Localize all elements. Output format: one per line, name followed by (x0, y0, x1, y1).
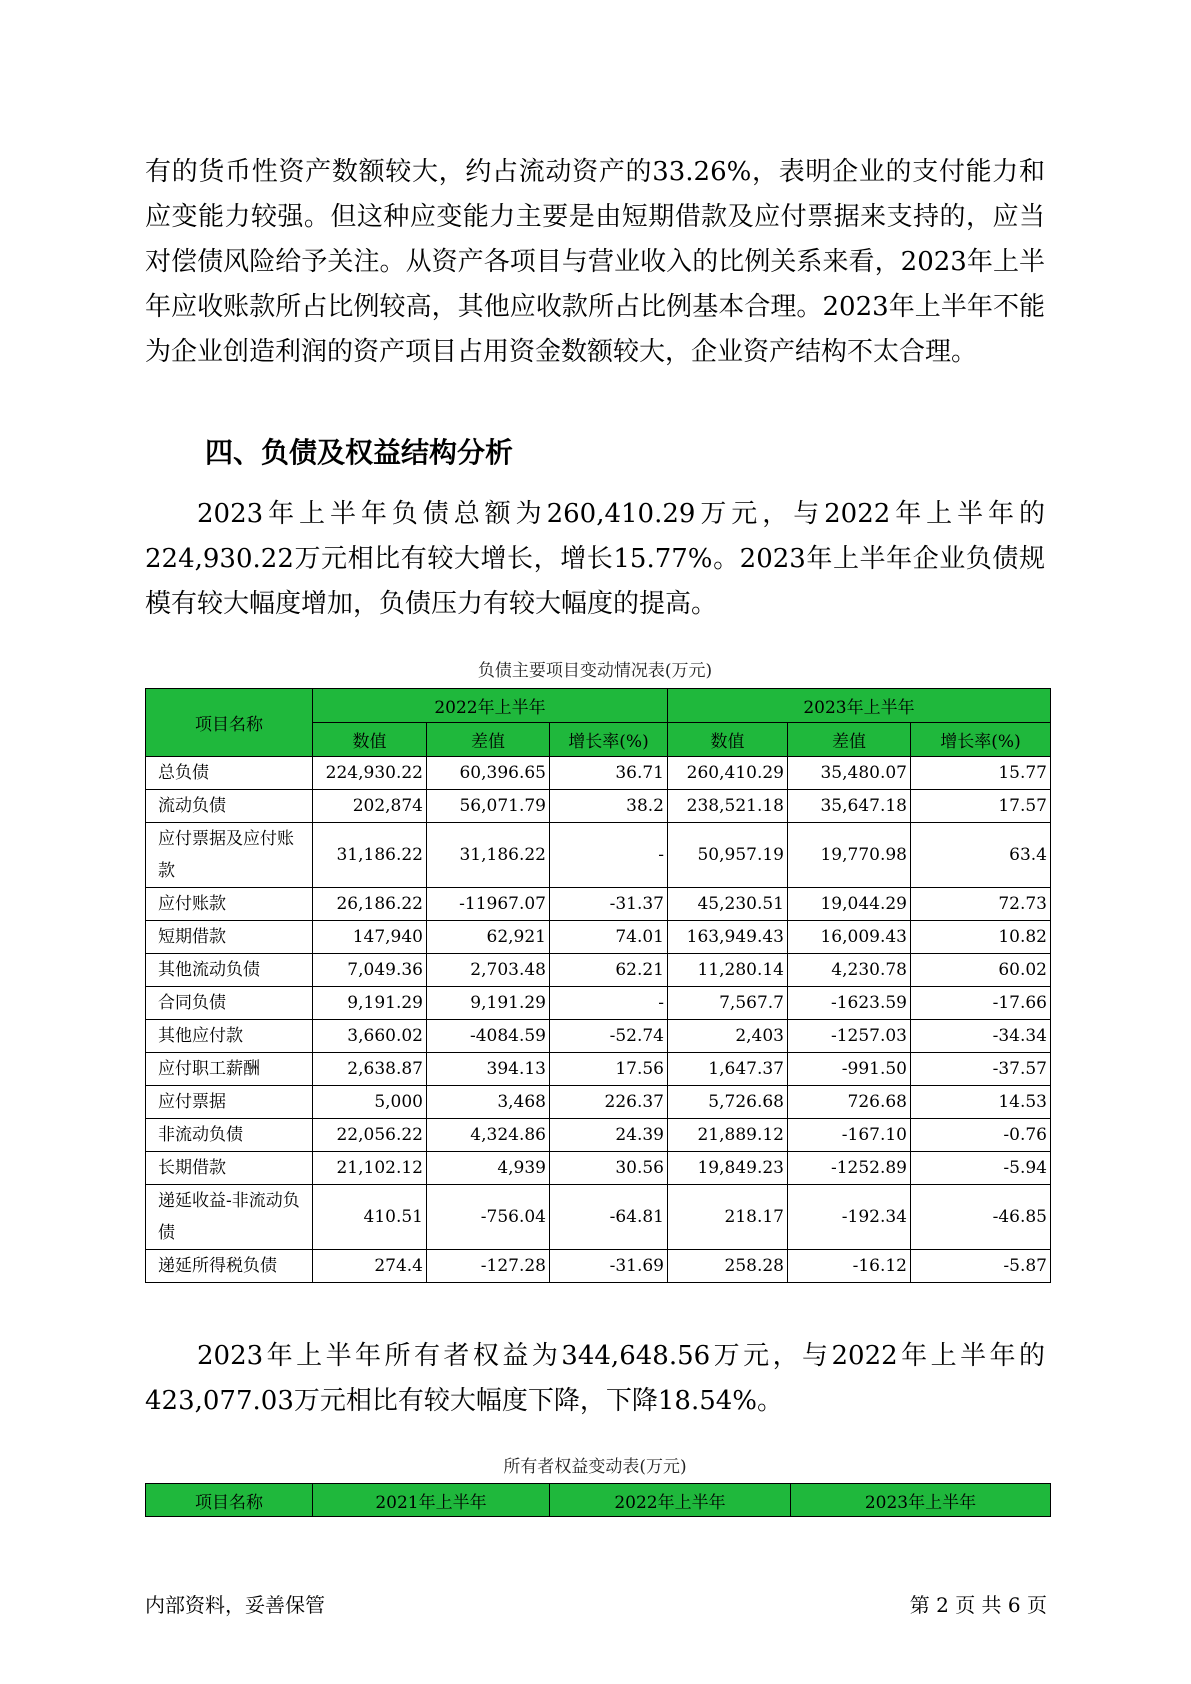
growth-2022-cell: -52.74 (550, 1020, 668, 1053)
value-2023-cell: 2,403 (668, 1020, 788, 1053)
row-name-cell: 长期借款 (146, 1152, 313, 1185)
growth-2023-cell: -46.85 (911, 1185, 1051, 1250)
value-2023-cell: 7,567.7 (668, 987, 788, 1020)
value-2022-cell: 147,940 (313, 921, 427, 954)
diff-2022-cell: 2,703.48 (427, 954, 550, 987)
value-2023-cell: 258.28 (668, 1250, 788, 1283)
growth-2022-cell: 62.21 (550, 954, 668, 987)
diff-2022-cell: 60,396.65 (427, 757, 550, 790)
table-row (146, 790, 1051, 823)
value-2023-cell: 45,230.51 (668, 888, 788, 921)
growth-2023-cell: -17.66 (911, 987, 1051, 1020)
growth-2022-cell: 38.2 (550, 790, 668, 823)
equity-table (145, 1483, 1051, 1517)
value-2022-cell: 410.51 (313, 1185, 427, 1250)
row-name-cell: 非流动负债 (146, 1119, 313, 1152)
analysis-paragraph-1: 有的货币性资产数额较大，约占流动资产的33.26%，表明企业的支付能力和应变能力较强。但这种应变能力主要是由短期借款及应付票据来支持的，应当对偿债风险给予关注。从资产各项目与营业收入的比例关系来看，2023年上半年应收账款所占比例较高，其他应收款所占比例基本合理。2023年上半年不能为企业创造利润的资产项目占用资金数额较大，企业资产结构不太合理。 (145, 157, 1045, 367)
table-row (146, 1086, 1051, 1119)
table-row (146, 1250, 1051, 1283)
diff-2023-cell: 16,009.43 (788, 921, 911, 954)
growth-2022-cell: 30.56 (550, 1152, 668, 1185)
diff-2022-cell: -4084.59 (427, 1020, 550, 1053)
value-2022-cell: 21,102.12 (313, 1152, 427, 1185)
value-2022-cell: 22,056.22 (313, 1119, 427, 1152)
growth-2023-cell: -5.87 (911, 1250, 1051, 1283)
growth-2022-cell: 36.71 (550, 757, 668, 790)
equity-header-2022: 2022年上半年 (550, 1484, 791, 1517)
diff-2023-cell: -1257.03 (788, 1020, 911, 1053)
diff-2023-cell: 35,480.07 (788, 757, 911, 790)
sub-header-diff: 差值 (788, 723, 911, 757)
growth-2023-cell: 15.77 (911, 757, 1051, 790)
value-2022-cell: 9,191.29 (313, 987, 427, 1020)
diff-2022-cell: 3,468 (427, 1086, 550, 1119)
table-row (146, 1119, 1051, 1152)
growth-2022-cell: -64.81 (550, 1185, 668, 1250)
value-2022-cell: 274.4 (313, 1250, 427, 1283)
value-2023-cell: 21,889.12 (668, 1119, 788, 1152)
growth-2022-cell: - (550, 823, 668, 888)
analysis-paragraph-2: 2023年上半年负债总额为260,410.29万元，与2022年上半年的224,930.22万元相比有较大增长，增长15.77%。2023年上半年企业负债规模有较大幅度增加，负债压力有较大幅度的提高。 (145, 499, 1045, 619)
diff-2022-cell: -11967.07 (427, 888, 550, 921)
equity-header-2021: 2021年上半年 (313, 1484, 550, 1517)
diff-2023-cell: -16.12 (788, 1250, 911, 1283)
item-name-header: 项目名称 (146, 689, 313, 757)
value-2023-cell: 218.17 (668, 1185, 788, 1250)
footer-confidential-note: 内部资料，妥善保管 (145, 1593, 325, 1617)
growth-2022-cell: 226.37 (550, 1086, 668, 1119)
row-name-cell: 递延所得税负债 (146, 1250, 313, 1283)
table-row (146, 921, 1051, 954)
row-name-cell: 短期借款 (146, 921, 313, 954)
equity-item-name-header: 项目名称 (146, 1484, 313, 1517)
table-caption-liabilities: 负债主要项目变动情况表(万元) (477, 661, 713, 681)
diff-2023-cell: 19,044.29 (788, 888, 911, 921)
diff-2022-cell: 4,939 (427, 1152, 550, 1185)
table-row (146, 1020, 1051, 1053)
row-name-cell: 其他流动负债 (146, 954, 313, 987)
value-2022-cell: 31,186.22 (313, 823, 427, 888)
diff-2023-cell: -167.10 (788, 1119, 911, 1152)
liabilities-table-body (146, 757, 1051, 1283)
section-heading: 四、负债及权益结构分析 (205, 436, 514, 469)
table-row (146, 1152, 1051, 1185)
value-2022-cell: 7,049.36 (313, 954, 427, 987)
table-row (146, 1053, 1051, 1086)
value-2023-cell: 11,280.14 (668, 954, 788, 987)
equity-header-2023: 2023年上半年 (791, 1484, 1051, 1517)
diff-2023-cell: 19,770.98 (788, 823, 911, 888)
growth-2023-cell: 60.02 (911, 954, 1051, 987)
table-row (146, 987, 1051, 1020)
growth-2023-cell: -5.94 (911, 1152, 1051, 1185)
value-2022-cell: 3,660.02 (313, 1020, 427, 1053)
value-2023-cell: 1,647.37 (668, 1053, 788, 1086)
sub-header-value: 数值 (313, 723, 427, 757)
diff-2022-cell: -127.28 (427, 1250, 550, 1283)
growth-2023-cell: 14.53 (911, 1086, 1051, 1119)
growth-2022-cell: -31.69 (550, 1250, 668, 1283)
row-name-cell: 总负债 (146, 757, 313, 790)
growth-2023-cell: 63.4 (911, 823, 1051, 888)
growth-2023-cell: 10.82 (911, 921, 1051, 954)
growth-2023-cell: -0.76 (911, 1119, 1051, 1152)
row-name-cell: 其他应付款 (146, 1020, 313, 1053)
table-row (146, 757, 1051, 790)
table-row (146, 1185, 1051, 1250)
diff-2023-cell: -192.34 (788, 1185, 911, 1250)
sub-header-diff: 差值 (427, 723, 550, 757)
diff-2023-cell: 35,647.18 (788, 790, 911, 823)
growth-2022-cell: 17.56 (550, 1053, 668, 1086)
diff-2022-cell: 56,071.79 (427, 790, 550, 823)
diff-2022-cell: 9,191.29 (427, 987, 550, 1020)
growth-2022-cell: 74.01 (550, 921, 668, 954)
value-2023-cell: 163,949.43 (668, 921, 788, 954)
value-2023-cell: 260,410.29 (668, 757, 788, 790)
row-name-cell: 递延收益-非流动负债 (146, 1185, 313, 1250)
growth-2022-cell: 24.39 (550, 1119, 668, 1152)
value-2022-cell: 5,000 (313, 1086, 427, 1119)
liabilities-table (145, 688, 1051, 1283)
value-2023-cell: 50,957.19 (668, 823, 788, 888)
growth-2023-cell: -34.34 (911, 1020, 1051, 1053)
growth-2022-cell: - (550, 987, 668, 1020)
diff-2023-cell: 4,230.78 (788, 954, 911, 987)
value-2022-cell: 26,186.22 (313, 888, 427, 921)
table-row (146, 823, 1051, 888)
sub-header-growth: 增长率(%) (550, 723, 668, 757)
growth-2023-cell: -37.57 (911, 1053, 1051, 1086)
period-header-2022: 2022年上半年 (313, 689, 668, 723)
table-caption-equity: 所有者权益变动表(万元) (503, 1457, 687, 1477)
growth-2023-cell: 17.57 (911, 790, 1051, 823)
row-name-cell: 应付票据 (146, 1086, 313, 1119)
value-2023-cell: 19,849.23 (668, 1152, 788, 1185)
diff-2023-cell: -1623.59 (788, 987, 911, 1020)
diff-2023-cell: -1252.89 (788, 1152, 911, 1185)
row-name-cell: 合同负债 (146, 987, 313, 1020)
diff-2023-cell: 726.68 (788, 1086, 911, 1119)
diff-2022-cell: 62,921 (427, 921, 550, 954)
row-name-cell: 流动负债 (146, 790, 313, 823)
diff-2022-cell: 394.13 (427, 1053, 550, 1086)
analysis-paragraph-3: 2023年上半年所有者权益为344,648.56万元，与2022年上半年的423,077.03万元相比有较大幅度下降，下降18.54%。 (145, 1341, 1045, 1416)
value-2022-cell: 2,638.87 (313, 1053, 427, 1086)
value-2023-cell: 238,521.18 (668, 790, 788, 823)
growth-2023-cell: 72.73 (911, 888, 1051, 921)
diff-2023-cell: -991.50 (788, 1053, 911, 1086)
table-row (146, 888, 1051, 921)
table-row (146, 954, 1051, 987)
sub-header-value: 数值 (668, 723, 788, 757)
period-header-2023: 2023年上半年 (668, 689, 1051, 723)
row-name-cell: 应付职工薪酬 (146, 1053, 313, 1086)
value-2022-cell: 202,874 (313, 790, 427, 823)
value-2023-cell: 5,726.68 (668, 1086, 788, 1119)
sub-header-growth: 增长率(%) (911, 723, 1051, 757)
value-2022-cell: 224,930.22 (313, 757, 427, 790)
diff-2022-cell: 4,324.86 (427, 1119, 550, 1152)
row-name-cell: 应付票据及应付账款 (146, 823, 313, 888)
diff-2022-cell: -756.04 (427, 1185, 550, 1250)
diff-2022-cell: 31,186.22 (427, 823, 550, 888)
footer-page-number: 第 2 页 共 6 页 (909, 1593, 1047, 1617)
row-name-cell: 应付账款 (146, 888, 313, 921)
growth-2022-cell: -31.37 (550, 888, 668, 921)
